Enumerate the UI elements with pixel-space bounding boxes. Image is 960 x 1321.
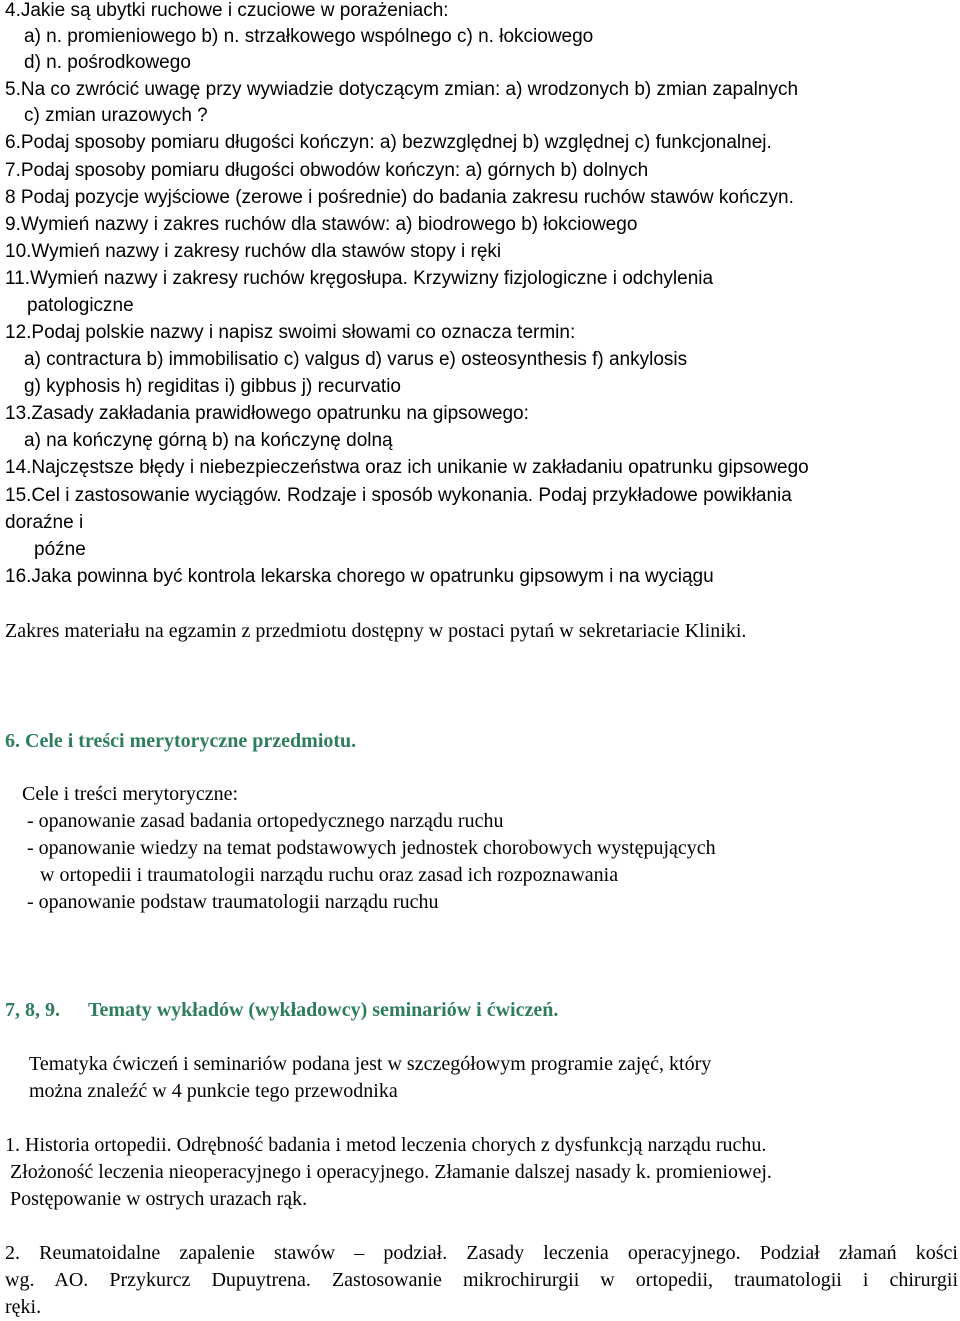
question-12-line-1: 12.Podaj polskie nazwy i napisz swoimi słowami co oznacza termin: — [5, 322, 576, 343]
section-6-item-1: - opanowanie zasad badania ortopedycznego narządu ruchu — [27, 810, 504, 832]
section-6-item-2-line-2: w ortopedii i traumatologii narządu ruchu oraz zasad ich rozpoznawania — [40, 864, 619, 886]
topic-1-line-1: 1. Historia ortopedii. Odrębność badania i metod leczenia chorych z dysfunkcją narządu ruchu. — [5, 1134, 767, 1156]
section-6-item-2-line-1: - opanowanie wiedzy na temat podstawowych jednostek chorobowych występujących — [27, 837, 716, 859]
section-6-item-3: - opanowanie podstaw traumatologii narządu ruchu — [27, 891, 439, 913]
section-789-heading-number: 7, 8, 9. — [5, 999, 60, 1021]
topic-2-line-3: ręki. — [5, 1296, 42, 1318]
section-6-heading: 6. Cele i treści merytoryczne przedmiotu. — [5, 730, 357, 752]
question-13-line-2: a) na kończynę górną b) na kończynę dolną — [24, 430, 393, 451]
question-12-line-2: a) contractura b) immobilisatio c) valgus d) varus e) osteosynthesis f) ankylosis — [24, 349, 688, 370]
question-4-line-2: a) n. promieniowego b) n. strzałkowego wspólnego c) n. łokciowego — [24, 26, 594, 47]
question-8: 8 Podaj pozycje wyjściowe (zerowe i pośrednie) do badania zakresu ruchów stawów kończyn. — [5, 187, 794, 208]
question-4-line-3: d) n. pośrodkowego — [24, 52, 191, 73]
exam-material-note: Zakres materiału na egzamin z przedmiotu dostępny w postaci pytań w sekretariacie Kliniki. — [5, 620, 747, 642]
question-6: 6.Podaj sposoby pomiaru długości kończyn: a) bezwzględnej b) względnej c) funkcjonalnej. — [5, 132, 772, 153]
topic-2-line-2: wg. AO. Przykurcz Dupuytrena. Zastosowanie mikrochirurgii w ortopedii, traumatologii i chirurgii — [5, 1269, 958, 1291]
question-5-line-1: 5.Na co zwrócić uwagę przy wywiadzie dotyczącym zmian: a) wrodzonych b) zmian zapalnych — [5, 79, 799, 100]
section-789-intro-line-2: można znaleźć w 4 punkcie tego przewodnika — [29, 1080, 398, 1102]
section-789-heading: Tematy wykładów (wykładowcy) seminariów i ćwiczeń. — [88, 999, 559, 1021]
question-11-line-2: patologiczne — [27, 295, 134, 316]
question-7: 7.Podaj sposoby pomiaru długości obwodów kończyn: a) górnych b) dolnych — [5, 160, 649, 181]
question-13-line-1: 13.Zasady zakładania prawidłowego opatrunku na gipsowego: — [5, 403, 529, 424]
question-14: 14.Najczęstsze błędy i niebezpieczeństwa oraz ich unikanie w zakładaniu opatrunku gipsowego — [5, 457, 809, 478]
question-15-line-1: 15.Cel i zastosowanie wyciągów. Rodzaje i sposób wykonania. Podaj przykładowe powikłania — [5, 485, 792, 506]
question-10: 10.Wymień nazwy i zakresy ruchów dla stawów stopy i ręki — [5, 241, 502, 262]
question-12-line-3: g) kyphosis h) regiditas i) gibbus j) recurvatio — [24, 376, 401, 397]
question-5-line-2: c) zmian urazowych ? — [24, 105, 208, 126]
question-9: 9.Wymień nazwy i zakres ruchów dla stawów: a) biodrowego b) łokciowego — [5, 214, 638, 235]
question-16: 16.Jaka powinna być kontrola lekarska chorego w opatrunku gipsowym i na wyciągu — [5, 566, 714, 587]
topic-1-line-2: Złożoność leczenia nieoperacyjnego i operacyjnego. Złamanie dalszej nasady k. promieniowej. — [10, 1161, 772, 1183]
topic-2-line-1: 2. Reumatoidalne zapalenie stawów – podział. Zasady leczenia operacyjnego. Podział złamań kości — [5, 1242, 958, 1264]
question-11-line-1: 11.Wymień nazwy i zakresy ruchów kręgosłupa. Krzywizny fizjologiczne i odchylenia — [5, 268, 714, 289]
question-15-line-3: późne — [34, 539, 86, 560]
topic-1-line-3: Postępowanie w ostrych urazach rąk. — [10, 1188, 308, 1210]
question-4-line-1: 4.Jakie są ubytki ruchowe i czuciowe w porażeniach: — [5, 0, 449, 21]
section-789-intro-line-1: Tematyka ćwiczeń i seminariów podana jest w szczegółowym programie zajęć, który — [29, 1053, 712, 1075]
question-15-line-2: doraźne i — [5, 512, 84, 533]
section-6-intro: Cele i treści merytoryczne: — [22, 783, 239, 805]
